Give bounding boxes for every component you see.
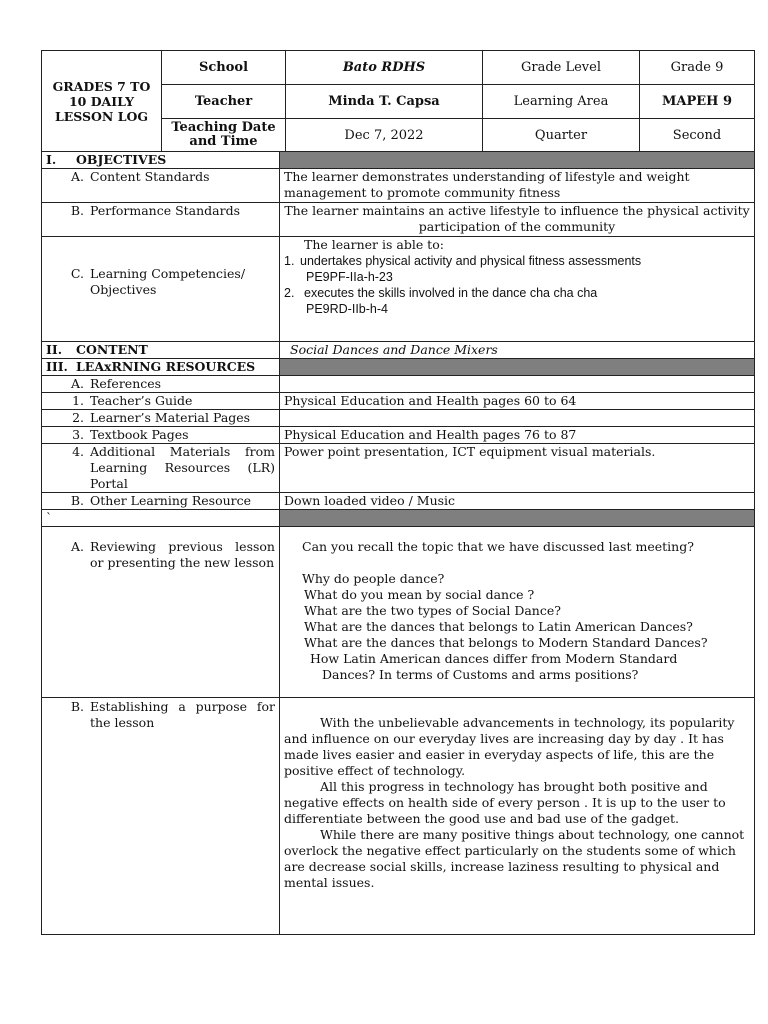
competencies-row: [42, 237, 755, 342]
teaching-date-value: Dec 7, 2022: [286, 119, 483, 152]
resource-value: [280, 410, 755, 427]
other-resource-value: Down loaded video / Music: [280, 493, 755, 510]
resource-label: 3. Textbook Pages: [42, 427, 280, 444]
purpose-paragraph: All this progress in technology has brought both positive and negative effects on health side of every person . It is up to the user to differentiate between the good use and bad use of the gadget.: [284, 779, 726, 826]
learning-area-value: MAPEH 9: [640, 85, 755, 119]
section-shade: [280, 359, 755, 376]
lesson-log-table: [41, 151, 755, 935]
reviewing-value: [280, 527, 755, 698]
purpose-paragraph: With the unbelievable advancements in technology, its popularity and influence on our everyday lives are increasing day by day . It has made lives easier and easier in everyday aspects of life, this are the positive effect of technology.: [284, 715, 735, 778]
resource-row: [42, 444, 755, 493]
review-spacer: [284, 555, 750, 571]
resource-label: 1. Teacher’s Guide: [42, 393, 280, 410]
competency-item: 2. executes the skills involved in the dance cha cha cha: [284, 286, 598, 300]
content-section-row: [42, 342, 755, 359]
references-value: [280, 376, 755, 393]
content-standards-row: [42, 169, 755, 203]
header-table: [41, 50, 755, 152]
references-row: [42, 376, 755, 393]
review-question: What are the dances that belongs to Latin American Dances?: [304, 619, 693, 634]
performance-standards-value: The learner maintains an active lifestyle to influence the physical activity participation of the community: [280, 203, 755, 237]
grade-level-value: Grade 9: [640, 51, 755, 85]
school-label: School: [162, 51, 286, 85]
content-heading: II. CONTENT: [42, 342, 280, 359]
section-shade: [280, 152, 755, 169]
review-question: How Latin American dances differ from Modern Standard: [310, 651, 678, 666]
purpose-value: [280, 698, 755, 935]
competency-code: PE9PF-IIa-h-23: [306, 270, 393, 284]
teaching-date-label: Teaching Date and Time: [162, 119, 286, 152]
competencies-label: C. Learning Competencies/ Objectives: [42, 237, 280, 342]
content-standards-value: The learner demonstrates understanding of lifestyle and weight management to promote community fitness: [280, 169, 755, 203]
quarter-value: Second: [640, 119, 755, 152]
teacher-value: Minda T. Capsa: [286, 85, 483, 119]
competency-item: 1. undertakes physical activity and physical fitness assessments: [284, 254, 642, 268]
review-question: Why do people dance?: [302, 571, 445, 586]
review-question: What are the two types of Social Dance?: [304, 603, 561, 618]
quarter-label: Quarter: [483, 119, 640, 152]
resource-row: [42, 393, 755, 410]
purpose-paragraph: While there are many positive things about technology, one cannot overlock the negative effect particularly on the students some of which are decrease social skills, increase laziness resulting to physical and mental issues.: [284, 827, 745, 890]
grade-level-label: Grade Level: [483, 51, 640, 85]
review-question: What are the dances that belongs to Modern Standard Dances?: [304, 635, 708, 650]
reviewing-label: A. Reviewing previous lesson or presenting the new lesson: [42, 527, 280, 698]
other-resource-row: [42, 493, 755, 510]
other-resource-label: B. Other Learning Resource: [42, 493, 280, 510]
resources-heading: III. LEAxRNING RESOURCES: [42, 359, 280, 376]
resource-label: 2. Learner’s Material Pages: [42, 410, 280, 427]
purpose-label: B. Establishing a purpose for the lesson: [42, 698, 280, 935]
purpose-row: [42, 698, 755, 935]
performance-standards-row: [42, 203, 755, 237]
content-standards-label: A. Content Standards: [42, 169, 280, 203]
procedures-heading: `: [42, 510, 280, 527]
teacher-label: Teacher: [162, 85, 286, 119]
competencies-intro: The learner is able to:: [304, 237, 444, 252]
learning-area-label: Learning Area: [483, 85, 640, 119]
section-shade: [280, 510, 755, 527]
resource-value: Power point presentation, ICT equipment visual materials.: [280, 444, 755, 493]
resource-label: 4. Additional Materials from Learning Resources (LR) Portal: [42, 444, 280, 493]
resource-row: [42, 410, 755, 427]
review-question: Dances? In terms of Customs and arms positions?: [322, 667, 639, 682]
review-question: Can you recall the topic that we have discussed last meeting?: [302, 539, 694, 554]
content-value: Social Dances and Dance Mixers: [280, 342, 755, 359]
resource-row: [42, 427, 755, 444]
log-title: GRADES 7 TO 10 DAILY LESSON LOG: [42, 51, 162, 152]
objectives-section-row: [42, 152, 755, 169]
competency-code: PE9RD-IIb-h-4: [306, 302, 388, 316]
review-question: What do you mean by social dance ?: [304, 587, 535, 602]
references-label: A. References: [42, 376, 280, 393]
resources-section-row: [42, 359, 755, 376]
school-value: Bato RDHS: [286, 51, 483, 85]
resource-value: Physical Education and Health pages 76 to 87: [280, 427, 755, 444]
procedures-section-row: [42, 510, 755, 527]
objectives-heading: I. OBJECTIVES: [42, 152, 280, 169]
performance-standards-label: B. Performance Standards: [42, 203, 280, 237]
resource-value: Physical Education and Health pages 60 to 64: [280, 393, 755, 410]
competencies-value: [280, 237, 755, 342]
reviewing-row: [42, 527, 755, 698]
